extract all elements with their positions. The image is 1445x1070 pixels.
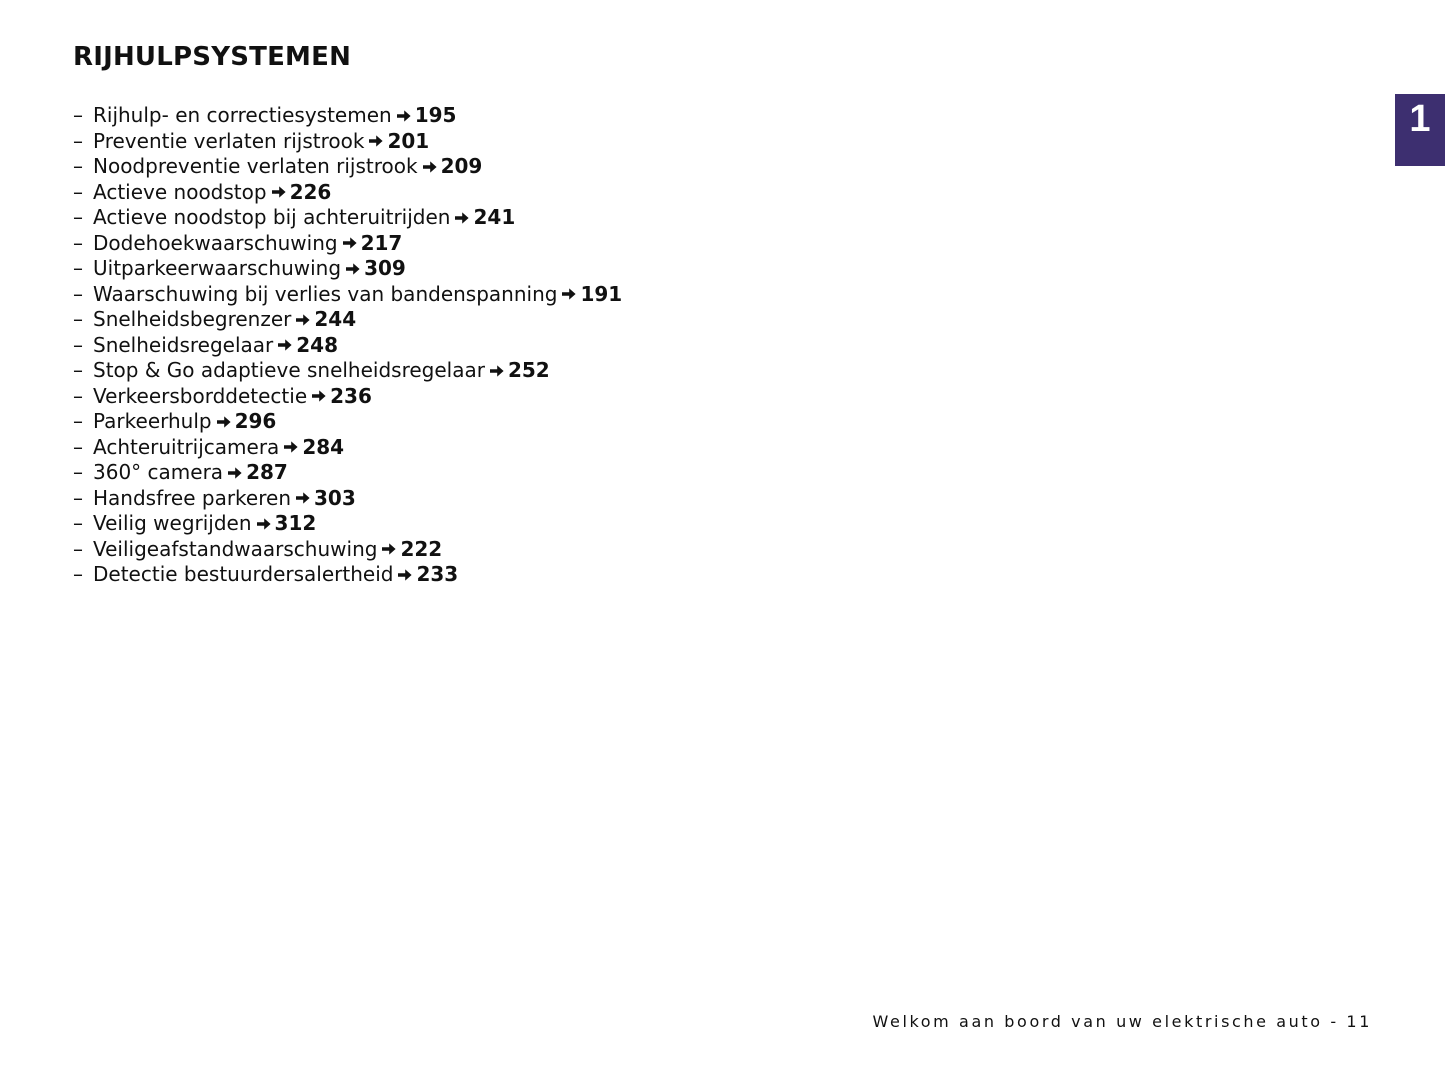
list-item[interactable]: [73, 562, 622, 588]
list-bullet: –: [73, 562, 83, 586]
page-reference-link[interactable]: 236: [330, 383, 372, 408]
page-reference-link[interactable]: 248: [296, 332, 339, 357]
arrow-right-icon: [489, 363, 505, 379]
entry-label: Handsfree parkeren: [93, 485, 291, 510]
arrow-right-icon: [342, 235, 358, 251]
chapter-tab[interactable]: 1: [1395, 94, 1445, 166]
entry-label: Preventie verlaten rijstrook: [93, 128, 365, 153]
list-bullet: –: [73, 409, 83, 433]
list-bullet: –: [73, 281, 83, 306]
list-item[interactable]: [73, 358, 622, 384]
arrow-right-icon: [283, 439, 299, 455]
entry-label: Stop & Go adaptieve snelheidsregelaar: [93, 358, 485, 382]
entry-label: Noodpreventie verlaten rijstrook: [93, 154, 418, 178]
page-reference-link[interactable]: 226: [289, 179, 332, 204]
entry-label: Dodehoekwaarschuwing: [93, 230, 338, 255]
page-reference-link[interactable]: 303: [314, 485, 356, 510]
entry-label: Veilig wegrijden: [93, 511, 252, 535]
list-item[interactable]: [73, 103, 622, 129]
arrow-right-icon: [422, 159, 438, 175]
entry-label: Uitparkeerwaarschuwing: [93, 256, 342, 280]
entry-label: Verkeersborddetectie: [93, 383, 308, 408]
entry-label: Actieve noodstop: [93, 179, 267, 204]
list-bullet: –: [73, 230, 83, 255]
arrow-right-icon: [381, 541, 397, 557]
cross-reference-list: [73, 103, 622, 588]
page-reference-link[interactable]: 252: [507, 358, 550, 382]
list-bullet: –: [73, 460, 83, 484]
list-item[interactable]: [73, 537, 622, 563]
arrow-right-icon: [561, 286, 577, 302]
page-reference-link[interactable]: 284: [302, 434, 345, 459]
list-item[interactable]: [73, 409, 622, 435]
list-item[interactable]: [73, 154, 622, 180]
entry-label: Veiligeafstandwaarschuwing: [93, 536, 378, 561]
list-item[interactable]: [73, 307, 622, 333]
entry-label: Detectie bestuurdersalertheid: [93, 562, 394, 586]
list-bullet: –: [73, 128, 83, 153]
page-reference-link[interactable]: 217: [360, 230, 403, 255]
arrow-right-icon: [277, 337, 293, 353]
list-item[interactable]: [73, 256, 622, 282]
page-footer: Welkom aan boord van uw elektrische auto - 11: [872, 1012, 1372, 1031]
list-item[interactable]: [73, 333, 622, 359]
page-reference-link[interactable]: 191: [580, 281, 623, 306]
page-reference-link[interactable]: 309: [364, 256, 406, 280]
page-reference-link[interactable]: 296: [234, 409, 277, 433]
arrow-right-icon: [295, 312, 311, 328]
arrow-right-icon: [368, 133, 384, 149]
list-bullet: –: [73, 256, 83, 280]
page-reference-link[interactable]: 195: [414, 103, 457, 127]
page-reference-link[interactable]: 312: [274, 511, 317, 535]
list-item[interactable]: [73, 129, 622, 155]
page-title: RIJHULPSYSTEMEN: [73, 42, 352, 72]
arrow-right-icon: [271, 184, 287, 200]
entry-label: Achteruitrijcamera: [93, 434, 280, 459]
list-bullet: –: [73, 154, 83, 178]
list-bullet: –: [73, 358, 83, 382]
list-bullet: –: [73, 383, 83, 408]
entry-label: Rijhulp- en correctiesystemen: [93, 103, 392, 127]
list-item[interactable]: [73, 205, 622, 231]
arrow-right-icon: [396, 108, 412, 124]
arrow-right-icon: [295, 490, 311, 506]
list-item[interactable]: [73, 231, 622, 257]
list-bullet: –: [73, 536, 83, 561]
arrow-right-icon: [216, 414, 232, 430]
entry-label: Waarschuwing bij verlies van bandenspanning: [93, 281, 558, 306]
list-bullet: –: [73, 179, 83, 204]
list-bullet: –: [73, 332, 83, 357]
arrow-right-icon: [345, 261, 361, 277]
arrow-right-icon: [311, 388, 327, 404]
entry-label: Actieve noodstop bij achteruitrijden: [93, 205, 451, 229]
arrow-right-icon: [227, 465, 243, 481]
arrow-right-icon: [256, 516, 272, 532]
list-item[interactable]: [73, 180, 622, 206]
arrow-right-icon: [454, 210, 470, 226]
list-bullet: –: [73, 434, 83, 459]
list-item[interactable]: [73, 511, 622, 537]
page-reference-link[interactable]: 287: [246, 460, 288, 484]
entry-label: 360° camera: [93, 460, 224, 484]
list-item[interactable]: [73, 282, 622, 308]
entry-label: Parkeerhulp: [93, 409, 212, 433]
page-reference-link[interactable]: 244: [314, 307, 357, 331]
page-reference-link[interactable]: 222: [400, 536, 443, 561]
page-reference-link[interactable]: 241: [473, 205, 516, 229]
page-reference-link[interactable]: 201: [387, 128, 430, 153]
entry-label: Snelheidsregelaar: [93, 332, 274, 357]
page-reference-link[interactable]: 233: [416, 562, 459, 586]
list-bullet: –: [73, 307, 83, 331]
list-bullet: –: [73, 485, 83, 510]
list-bullet: –: [73, 511, 83, 535]
entry-label: Snelheidsbegrenzer: [93, 307, 292, 331]
list-item[interactable]: [73, 384, 622, 410]
list-bullet: –: [73, 205, 83, 229]
list-item[interactable]: [73, 460, 622, 486]
list-item[interactable]: [73, 486, 622, 512]
arrow-right-icon: [397, 567, 413, 583]
page-reference-link[interactable]: 209: [440, 154, 483, 178]
list-item[interactable]: [73, 435, 622, 461]
list-bullet: –: [73, 103, 83, 127]
